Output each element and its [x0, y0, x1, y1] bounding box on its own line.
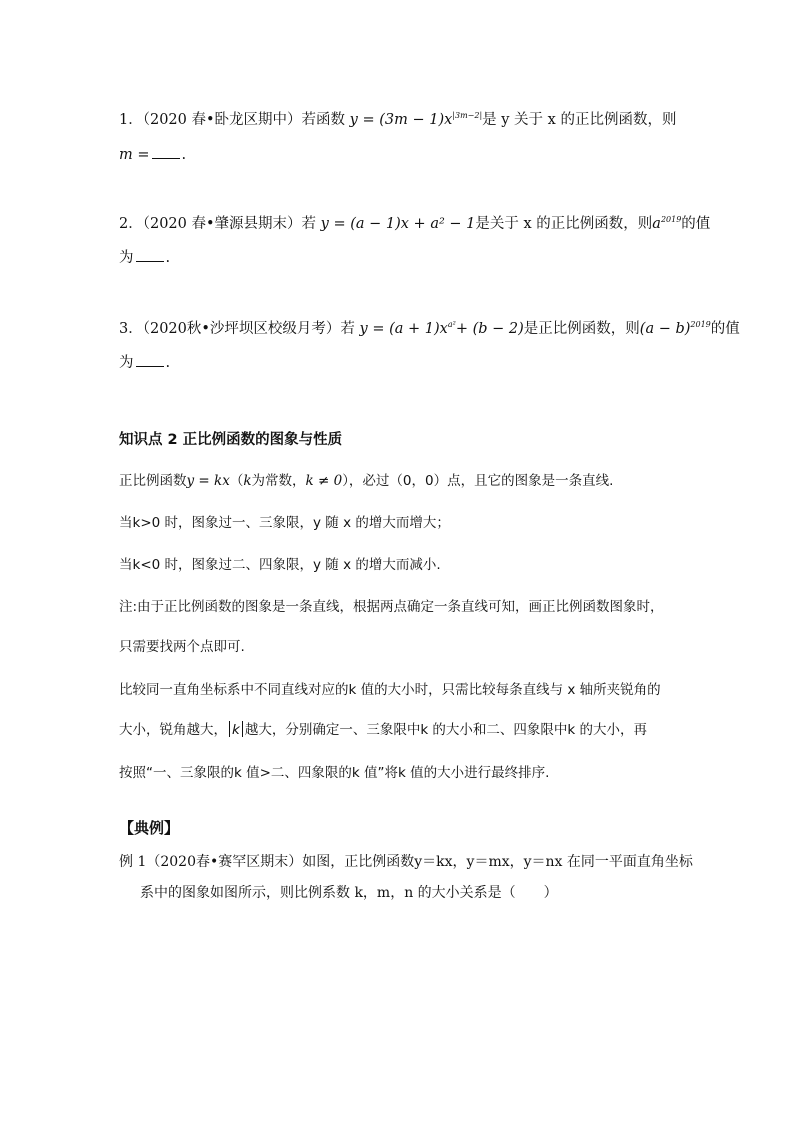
- compare-line-2: 大小，锐角越大， k 越大，分别确定一、三象限中k 的大小和二、四象限中k 的大小，再: [119, 722, 648, 738]
- question-2-line-2: 为 .: [119, 250, 171, 266]
- question-2-line-1: 2．（2020 春•肇源县期末）若 y = (a − 1)x + a² − 1是关于 x 的正比例函数，则$a^{2019}$的值: [119, 215, 711, 232]
- q1-formula: y = (3m − 1)x: [349, 112, 453, 128]
- example-line-2: 系中的图象如图所示，则比例系数 k，m，n 的大小关系是（ ）: [140, 885, 558, 901]
- note-line-1: 注:由于正比例函数的图象是一条直线，根据两点确定一条直线可知，画正比例函数图象时，: [119, 599, 664, 615]
- question-3-line-1: 3．（2020秋•沙坪坝区校级月考）若 $y = (a + 1)x^{a^2}+ (b - 2)$是正比例函数，则$(a - b)^{2019}$的值: [119, 320, 740, 337]
- example-heading: 【典例】: [119, 819, 180, 837]
- question-1-line-1: 1．（2020 春•卧龙区期中）若函数 $y = (3m - 1)x^{|3m-2|}$是 y 关于 x 的正比例函数，则: [119, 111, 677, 128]
- definition-paragraph: 正比例函数y = kx（k为常数，k ≠ 0），必过（0，0）点，且它的图象是一条直线.: [119, 473, 614, 489]
- q3-formula: y = (a + 1)x: [359, 321, 448, 337]
- answer-blank: [136, 354, 164, 367]
- q1-exponent: |3m−2|: [452, 111, 483, 120]
- question-1-line-2: m = .: [119, 147, 187, 163]
- section-title: 知识点 2 正比例函数的图象与性质: [119, 432, 343, 448]
- compare-line-3: 按照“一、三象限的k 值>二、四象限的k 值”将k 值的大小进行最终排序.: [119, 765, 550, 781]
- q2-formula: y = (a − 1)x + a² − 1: [320, 216, 476, 232]
- answer-blank: [136, 249, 164, 262]
- compare-line-1: 比较同一直角坐标系中不同直线对应的k 值的大小时，只需比较每条直线与 x 轴所夹锐角的: [119, 682, 661, 698]
- abs-k: k: [227, 722, 245, 738]
- note-line-2: 只需要找两个点即可.: [119, 639, 245, 655]
- example-line-1: 例 1（2020春•赛罕区期末）如图，正比例函数y＝kx，y＝mx，y＝nx 在同一平面直角坐标: [119, 854, 693, 870]
- answer-blank: [152, 146, 180, 159]
- property-positive-k: 当k>0 时，图象过一、三象限，y 随 x 的增大而增大；: [119, 515, 450, 531]
- question-3-line-2: 为 .: [119, 355, 171, 371]
- property-negative-k: 当k<0 时，图象过二、四象限，y 随 x 的增大而减小.: [119, 557, 441, 573]
